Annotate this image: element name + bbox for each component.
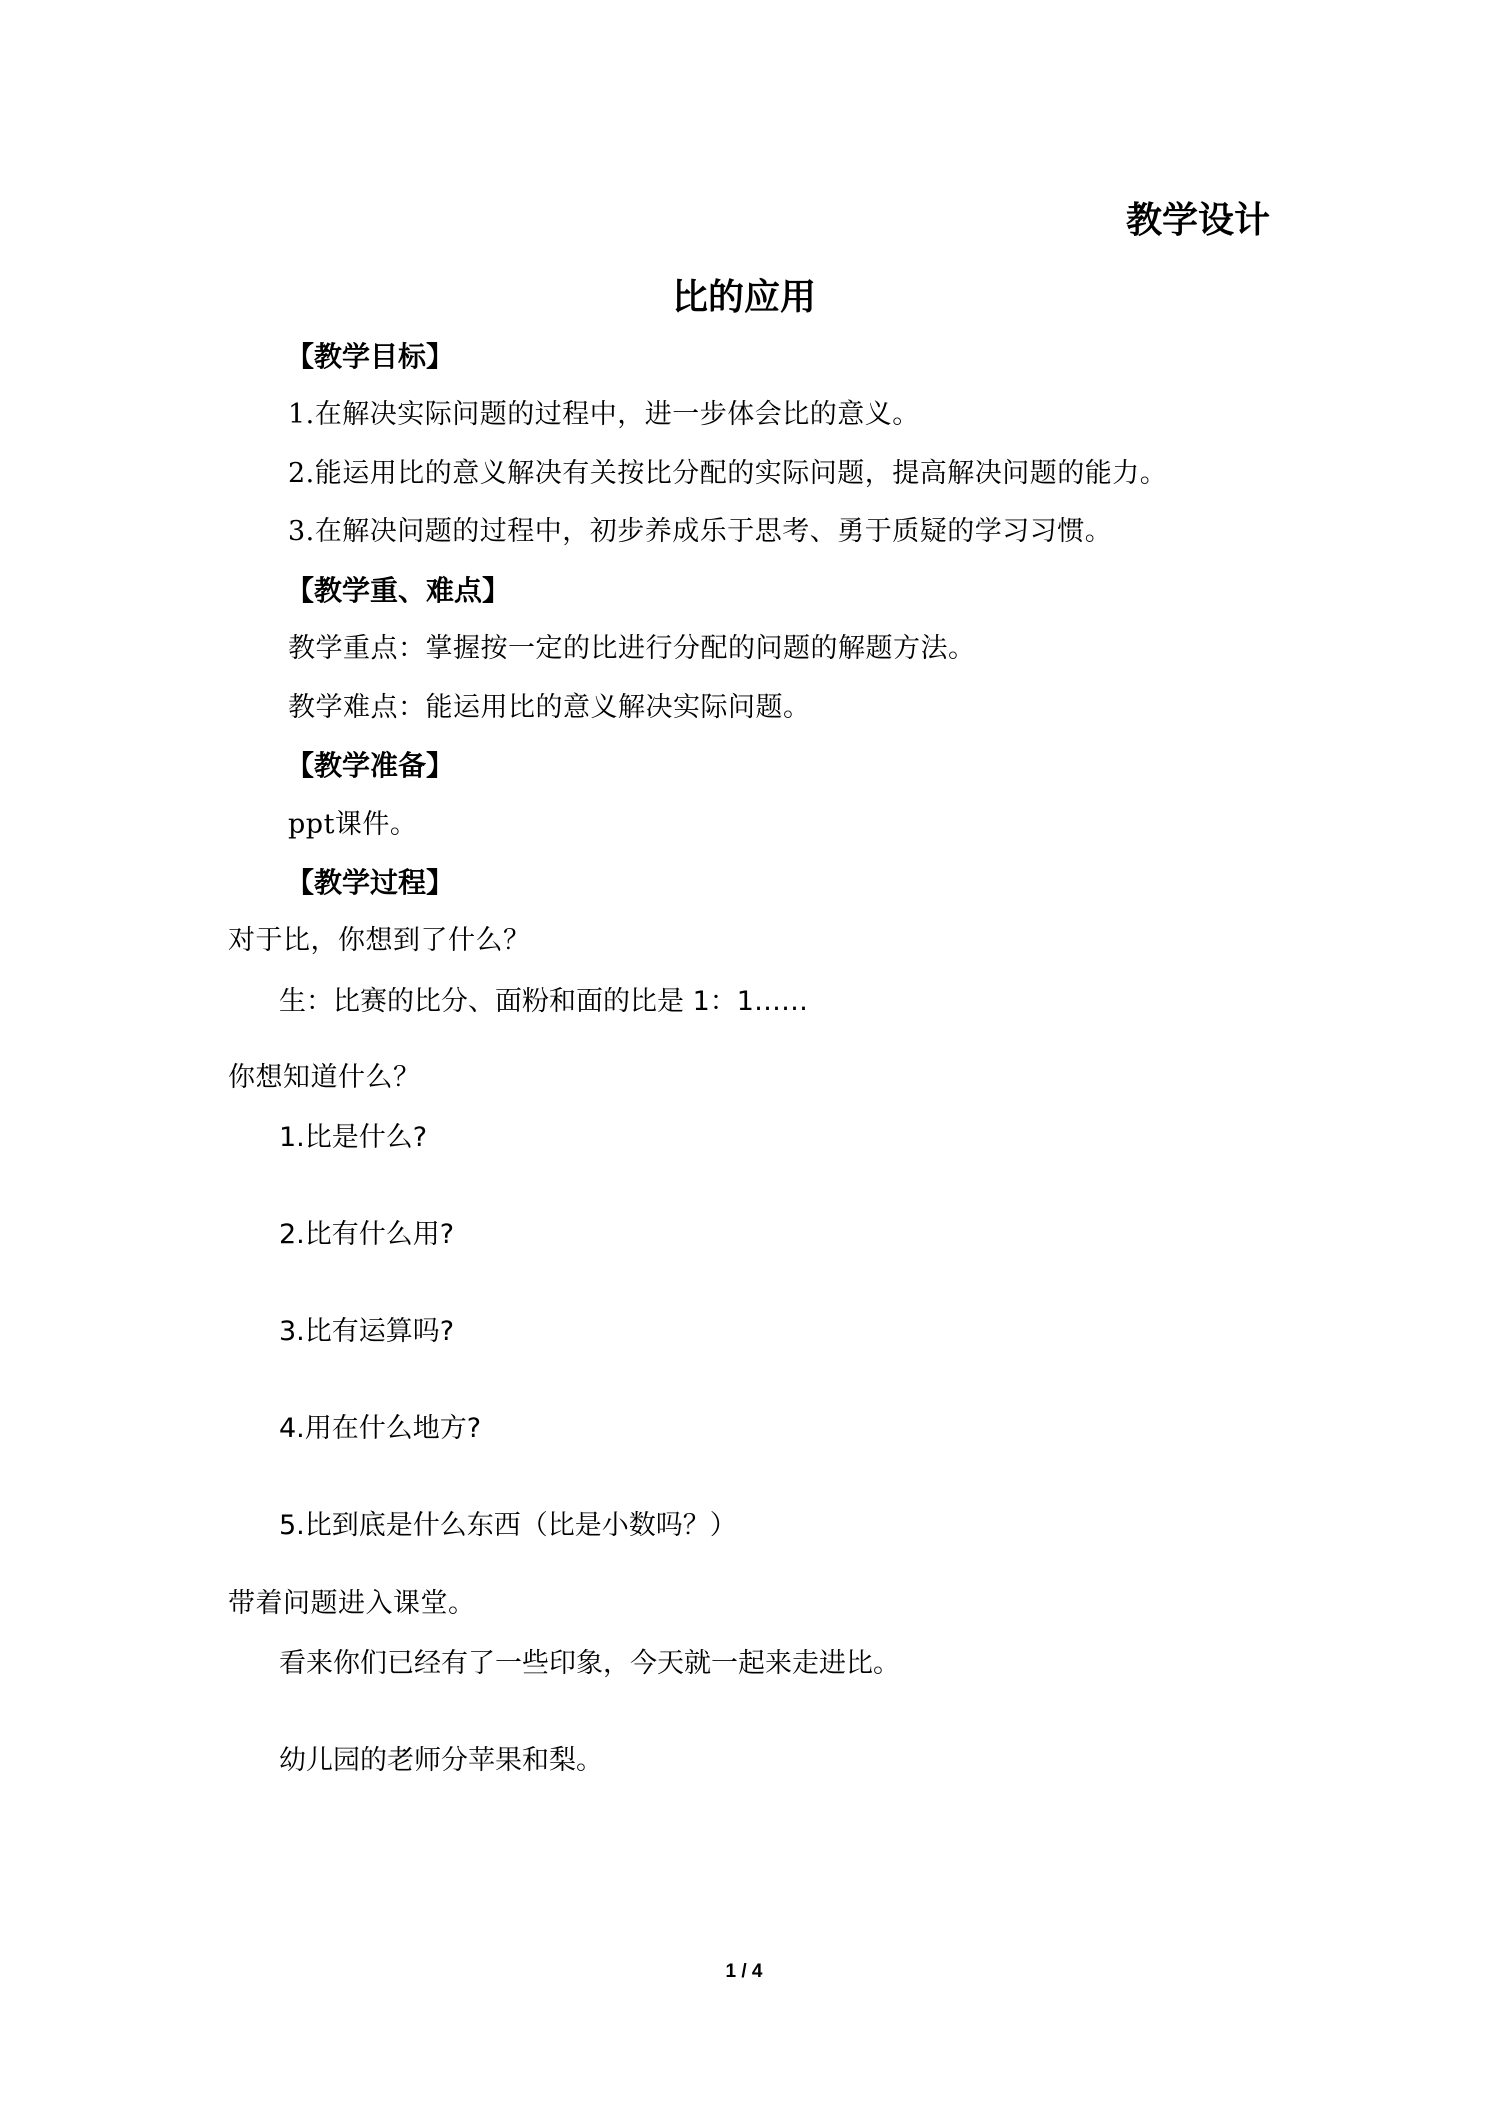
question-item-5: 5.比到底是什么东西（比是小数吗？）: [279, 1510, 737, 1541]
process-line-1: 看来你们已经有了一些印象，今天就一起来走进比。: [279, 1648, 900, 1679]
question-item-3: 3.比有运算吗?: [279, 1316, 455, 1347]
objectives-heading: 【教学目标】: [286, 340, 455, 373]
process-question-1: 对于比，你想到了什么？: [228, 925, 531, 956]
question-item-4: 4.用在什么地方?: [279, 1413, 482, 1444]
question-item-2: 2.比有什么用?: [279, 1219, 455, 1250]
question-item-1: 1.比是什么?: [279, 1122, 428, 1153]
lesson-title: 比的应用: [671, 277, 816, 318]
doc-title: 教学设计: [1125, 200, 1270, 241]
process-line-2: 幼儿园的老师分苹果和梨。: [279, 1745, 603, 1776]
preparation-text: ppt课件。: [288, 809, 418, 840]
objective-item-2: 2.能运用比的意义解决有关按比分配的实际问题，提高解决问题的能力。: [288, 458, 1168, 489]
objective-item-1: 1.在解决实际问题的过程中，进一步体会比的意义。: [288, 399, 920, 430]
process-heading: 【教学过程】: [286, 866, 455, 899]
objective-item-3: 3.在解决问题的过程中，初步养成乐于思考、勇于质疑的学习习惯。: [288, 516, 1113, 547]
page-number: 1 / 4: [725, 1961, 763, 1982]
process-answer-1: 生：比赛的比分、面粉和面的比是 1：1……: [279, 986, 808, 1017]
process-question-2: 你想知道什么？: [228, 1062, 421, 1093]
key-points-heading: 【教学重、难点】: [286, 574, 511, 607]
preparation-heading: 【教学准备】: [286, 749, 455, 782]
process-intro: 带着问题进入课堂。: [228, 1588, 476, 1619]
key-point-difficulty: 教学难点：能运用比的意义解决实际问题。: [288, 692, 811, 723]
key-point-focus: 教学重点：掌握按一定的比进行分配的问题的解题方法。: [288, 633, 976, 664]
